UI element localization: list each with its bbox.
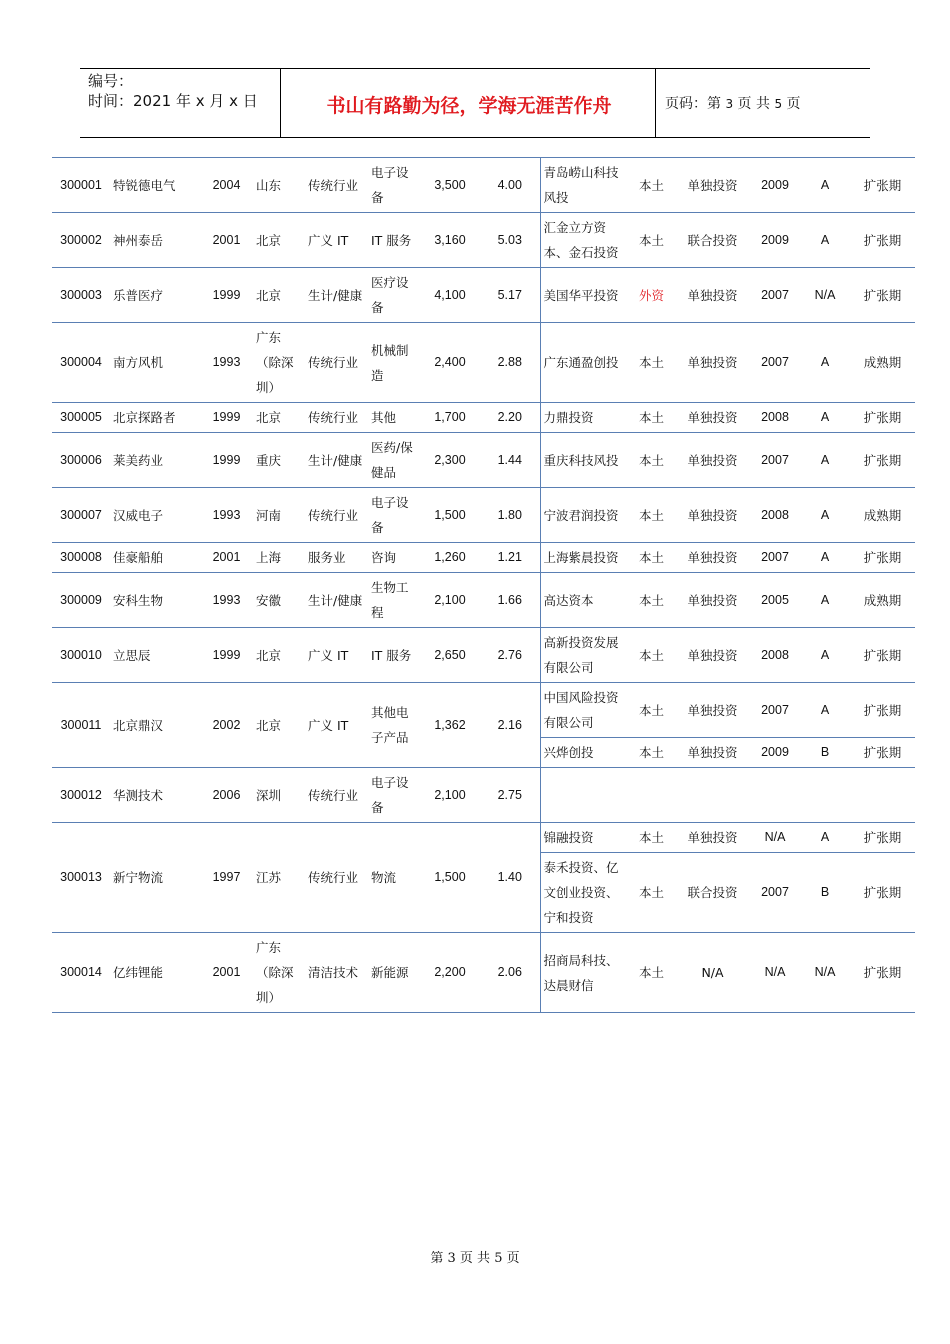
region-cell: 山东 — [253, 158, 305, 213]
ratio-cell: 2.76 — [480, 628, 540, 683]
investor-cell: 锦融投资 — [540, 823, 628, 853]
investment-year-cell: 2008 — [750, 628, 800, 683]
investor-type-cell: 本土 — [628, 213, 675, 268]
subsector-cell: IT 服务 — [368, 628, 420, 683]
investment-mode-cell: 单独投资 — [675, 573, 750, 628]
investor-type-cell: 本土 — [628, 738, 675, 768]
region-cell: 上海 — [253, 543, 305, 573]
header-divider — [280, 69, 281, 137]
grade-cell: A — [800, 683, 850, 738]
grade-cell: A — [800, 213, 850, 268]
investor-type-cell: 本土 — [628, 158, 675, 213]
investor-cell: 汇金立方资本、金石投资 — [540, 213, 628, 268]
stage-cell: 扩张期 — [850, 853, 915, 933]
ratio-cell: 1.40 — [480, 823, 540, 933]
investment-table — [52, 157, 915, 1013]
footer-prefix: 第 — [430, 1251, 444, 1266]
sector-cell: 传统行业 — [305, 823, 368, 933]
founded-year-cell: 1993 — [200, 488, 253, 543]
amount-cell: 2,100 — [420, 768, 480, 823]
founded-year-cell: 1999 — [200, 268, 253, 323]
investor-type-cell: 本土 — [628, 323, 675, 403]
amount-cell: 2,100 — [420, 573, 480, 628]
header-number-label: 编号： — [88, 72, 134, 90]
header-motto: 书山有路勤为径，学海无涯苦作舟 — [326, 95, 612, 117]
header-page-prefix: 页码：第 — [665, 96, 721, 112]
stock-code-cell: 300008 — [52, 543, 110, 573]
investor-cell: 中国风险投资有限公司 — [540, 683, 628, 738]
grade-cell: N/A — [800, 933, 850, 1013]
investment-mode-cell: 单独投资 — [675, 488, 750, 543]
amount-cell: 1,260 — [420, 543, 480, 573]
subsector-cell: 医疗设备 — [368, 268, 420, 323]
grade-cell: A — [800, 543, 850, 573]
investment-year-cell: 2005 — [750, 573, 800, 628]
investment-mode-cell: 单独投资 — [675, 403, 750, 433]
investment-year-cell: 2009 — [750, 158, 800, 213]
table-row — [52, 488, 915, 543]
company-name-cell: 华测技术 — [110, 768, 200, 823]
stock-code-cell: 300003 — [52, 268, 110, 323]
region-cell: 广东（除深圳） — [253, 933, 305, 1013]
amount-cell: 3,500 — [420, 158, 480, 213]
sector-cell: 生计/健康 — [305, 433, 368, 488]
table-row — [52, 768, 915, 823]
investor-type-cell: 本土 — [628, 823, 675, 853]
region-cell: 北京 — [253, 213, 305, 268]
region-cell: 重庆 — [253, 433, 305, 488]
stock-code-cell: 300007 — [52, 488, 110, 543]
investment-year-cell: 2007 — [750, 433, 800, 488]
sector-cell: 广义 IT — [305, 683, 368, 768]
company-name-cell: 安科生物 — [110, 573, 200, 628]
table-row — [52, 683, 915, 738]
region-cell: 江苏 — [253, 823, 305, 933]
table-row — [52, 213, 915, 268]
investor-type-cell: 本土 — [628, 933, 675, 1013]
table-row — [52, 433, 915, 488]
region-cell: 北京 — [253, 683, 305, 768]
company-name-cell: 新宁物流 — [110, 823, 200, 933]
stage-cell: 扩张期 — [850, 738, 915, 768]
founded-year-cell: 1999 — [200, 628, 253, 683]
grade-cell: A — [800, 488, 850, 543]
investor-type-cell: 本土 — [628, 488, 675, 543]
investment-mode-cell: 单独投资 — [675, 823, 750, 853]
subsector-cell: 医药/保健品 — [368, 433, 420, 488]
founded-year-cell: 1997 — [200, 823, 253, 933]
table-row — [52, 628, 915, 683]
region-cell: 深圳 — [253, 768, 305, 823]
stock-code-cell: 300012 — [52, 768, 110, 823]
ratio-cell: 2.06 — [480, 933, 540, 1013]
sector-cell: 传统行业 — [305, 403, 368, 433]
investor-cell: 广东通盈创投 — [540, 323, 628, 403]
grade-cell: A — [800, 573, 850, 628]
investment-year-cell — [750, 768, 800, 823]
amount-cell: 1,500 — [420, 823, 480, 933]
stage-cell: 扩张期 — [850, 543, 915, 573]
investor-cell: 宁波君润投资 — [540, 488, 628, 543]
grade-cell: A — [800, 628, 850, 683]
investor-cell: 高达资本 — [540, 573, 628, 628]
founded-year-cell: 2001 — [200, 543, 253, 573]
investment-year-cell: 2007 — [750, 543, 800, 573]
subsector-cell: IT 服务 — [368, 213, 420, 268]
company-name-cell: 汉威电子 — [110, 488, 200, 543]
investment-mode-cell: 单独投资 — [675, 683, 750, 738]
page-footer — [0, 1247, 950, 1266]
company-name-cell: 莱美药业 — [110, 433, 200, 488]
table-row — [52, 323, 915, 403]
sector-cell: 广义 IT — [305, 628, 368, 683]
grade-cell — [800, 768, 850, 823]
region-cell: 北京 — [253, 403, 305, 433]
investor-type-cell: 本土 — [628, 853, 675, 933]
company-name-cell: 佳豪船舶 — [110, 543, 200, 573]
stage-cell: 扩张期 — [850, 433, 915, 488]
footer-page-total: 5 — [494, 1251, 503, 1266]
founded-year-cell: 2002 — [200, 683, 253, 768]
ratio-cell: 5.17 — [480, 268, 540, 323]
stage-cell: 成熟期 — [850, 488, 915, 543]
ratio-cell: 4.00 — [480, 158, 540, 213]
founded-year-cell: 2004 — [200, 158, 253, 213]
header-date-label: 时间：2021 年 x 月 x 日 — [88, 92, 258, 110]
founded-year-cell: 2001 — [200, 933, 253, 1013]
table-row — [52, 268, 915, 323]
investment-mode-cell: 联合投资 — [675, 853, 750, 933]
stock-code-cell: 300004 — [52, 323, 110, 403]
stock-code-cell: 300001 — [52, 158, 110, 213]
sector-cell: 传统行业 — [305, 488, 368, 543]
subsector-cell: 机械制造 — [368, 323, 420, 403]
investment-mode-cell: 单独投资 — [675, 323, 750, 403]
founded-year-cell: 1993 — [200, 323, 253, 403]
company-name-cell: 北京鼎汉 — [110, 683, 200, 768]
investor-type-cell: 本土 — [628, 628, 675, 683]
stage-cell: 成熟期 — [850, 323, 915, 403]
company-name-cell: 北京探路者 — [110, 403, 200, 433]
table-row — [52, 823, 915, 853]
investment-mode-cell: 单独投资 — [675, 433, 750, 488]
investment-year-cell: 2009 — [750, 213, 800, 268]
investor-type-cell: 本土 — [628, 573, 675, 628]
footer-page-current: 3 — [447, 1251, 456, 1266]
region-cell: 广东（除深圳） — [253, 323, 305, 403]
stock-code-cell: 300014 — [52, 933, 110, 1013]
stock-code-cell: 300002 — [52, 213, 110, 268]
company-name-cell: 南方风机 — [110, 323, 200, 403]
stock-code-cell: 300006 — [52, 433, 110, 488]
table-row — [52, 573, 915, 628]
ratio-cell: 1.66 — [480, 573, 540, 628]
sector-cell: 清洁技术 — [305, 933, 368, 1013]
investment-mode-cell: 单独投资 — [675, 628, 750, 683]
investor-cell: 招商局科技、达晨财信 — [540, 933, 628, 1013]
stock-code-cell: 300005 — [52, 403, 110, 433]
subsector-cell: 物流 — [368, 823, 420, 933]
amount-cell: 2,300 — [420, 433, 480, 488]
investment-year-cell: 2007 — [750, 853, 800, 933]
founded-year-cell: 2001 — [200, 213, 253, 268]
amount-cell: 2,650 — [420, 628, 480, 683]
investor-type-cell: 本土 — [628, 683, 675, 738]
stock-code-cell: 300011 — [52, 683, 110, 768]
company-name-cell: 乐普医疗 — [110, 268, 200, 323]
amount-cell: 3,160 — [420, 213, 480, 268]
investment-year-cell: 2007 — [750, 683, 800, 738]
region-cell: 河南 — [253, 488, 305, 543]
investment-mode-cell: N/A — [675, 933, 750, 1013]
sector-cell: 广义 IT — [305, 213, 368, 268]
stock-code-cell: 300010 — [52, 628, 110, 683]
stage-cell: 成熟期 — [850, 573, 915, 628]
header-page-total: 5 — [774, 97, 783, 111]
investor-cell: 泰禾投资、亿文创业投资、宁和投资 — [540, 853, 628, 933]
amount-cell: 2,200 — [420, 933, 480, 1013]
company-name-cell: 立思辰 — [110, 628, 200, 683]
founded-year-cell: 2006 — [200, 768, 253, 823]
stage-cell: 扩张期 — [850, 933, 915, 1013]
stage-cell: 扩张期 — [850, 268, 915, 323]
investor-cell: 兴烨创投 — [540, 738, 628, 768]
investment-year-cell: 2008 — [750, 488, 800, 543]
region-cell: 北京 — [253, 268, 305, 323]
subsector-cell: 生物工程 — [368, 573, 420, 628]
sector-cell: 生计/健康 — [305, 268, 368, 323]
amount-cell: 1,500 — [420, 488, 480, 543]
footer-mid: 页 共 — [459, 1251, 491, 1266]
grade-cell: B — [800, 738, 850, 768]
table-row — [52, 403, 915, 433]
investor-cell: 力鼎投资 — [540, 403, 628, 433]
investment-year-cell: N/A — [750, 823, 800, 853]
subsector-cell: 其他电子产品 — [368, 683, 420, 768]
page-header — [80, 68, 870, 138]
subsector-cell: 新能源 — [368, 933, 420, 1013]
sector-cell: 服务业 — [305, 543, 368, 573]
investor-type-cell: 本土 — [628, 433, 675, 488]
amount-cell: 1,700 — [420, 403, 480, 433]
amount-cell: 1,362 — [420, 683, 480, 768]
ratio-cell: 1.21 — [480, 543, 540, 573]
grade-cell: A — [800, 433, 850, 488]
subsector-cell: 咨询 — [368, 543, 420, 573]
region-cell: 北京 — [253, 628, 305, 683]
investor-type-cell — [628, 768, 675, 823]
stage-cell: 扩张期 — [850, 628, 915, 683]
investment-mode-cell: 单独投资 — [675, 268, 750, 323]
subsector-cell: 其他 — [368, 403, 420, 433]
grade-cell: A — [800, 823, 850, 853]
investment-mode-cell: 联合投资 — [675, 213, 750, 268]
ratio-cell: 2.88 — [480, 323, 540, 403]
header-page-suffix: 页 — [786, 96, 801, 112]
investment-year-cell: 2008 — [750, 403, 800, 433]
ratio-cell: 5.03 — [480, 213, 540, 268]
subsector-cell: 电子设备 — [368, 768, 420, 823]
ratio-cell: 2.16 — [480, 683, 540, 768]
table-row — [52, 933, 915, 1013]
grade-cell: A — [800, 323, 850, 403]
stage-cell: 扩张期 — [850, 823, 915, 853]
stock-code-cell: 300013 — [52, 823, 110, 933]
founded-year-cell: 1999 — [200, 403, 253, 433]
investor-cell: 重庆科技风投 — [540, 433, 628, 488]
stage-cell: 扩张期 — [850, 158, 915, 213]
header-page-mid: 页 共 — [737, 96, 770, 112]
sector-cell: 传统行业 — [305, 768, 368, 823]
grade-cell: A — [800, 158, 850, 213]
stage-cell: 扩张期 — [850, 213, 915, 268]
grade-cell: A — [800, 403, 850, 433]
investment-mode-cell: 单独投资 — [675, 158, 750, 213]
investor-cell: 美国华平投资 — [540, 268, 628, 323]
stage-cell: 扩张期 — [850, 683, 915, 738]
subsector-cell: 电子设备 — [368, 158, 420, 213]
investment-mode-cell: 单独投资 — [675, 543, 750, 573]
company-name-cell: 神州泰岳 — [110, 213, 200, 268]
investment-year-cell: N/A — [750, 933, 800, 1013]
header-divider — [655, 69, 656, 137]
grade-cell: B — [800, 853, 850, 933]
company-name-cell: 特锐德电气 — [110, 158, 200, 213]
stage-cell — [850, 768, 915, 823]
investor-cell: 高新投资发展有限公司 — [540, 628, 628, 683]
ratio-cell: 1.44 — [480, 433, 540, 488]
table-row — [52, 158, 915, 213]
region-cell: 安徽 — [253, 573, 305, 628]
ratio-cell: 2.75 — [480, 768, 540, 823]
investment-year-cell: 2007 — [750, 323, 800, 403]
investor-type-cell: 本土 — [628, 543, 675, 573]
investment-mode-cell — [675, 768, 750, 823]
footer-suffix: 页 — [506, 1251, 520, 1266]
stage-cell: 扩张期 — [850, 403, 915, 433]
investor-type-cell: 外资 — [628, 268, 675, 323]
table-body — [52, 158, 915, 1013]
amount-cell: 4,100 — [420, 268, 480, 323]
subsector-cell: 电子设备 — [368, 488, 420, 543]
sector-cell: 传统行业 — [305, 158, 368, 213]
sector-cell: 传统行业 — [305, 323, 368, 403]
grade-cell: N/A — [800, 268, 850, 323]
header-page-number — [665, 93, 801, 113]
investor-type-cell: 本土 — [628, 403, 675, 433]
investment-mode-cell: 单独投资 — [675, 738, 750, 768]
ratio-cell: 2.20 — [480, 403, 540, 433]
founded-year-cell: 1999 — [200, 433, 253, 488]
header-meta — [88, 71, 258, 111]
founded-year-cell: 1993 — [200, 573, 253, 628]
investor-cell — [540, 768, 628, 823]
ratio-cell: 1.80 — [480, 488, 540, 543]
header-page-current: 3 — [725, 97, 734, 111]
table-row — [52, 543, 915, 573]
stock-code-cell: 300009 — [52, 573, 110, 628]
investment-year-cell: 2009 — [750, 738, 800, 768]
sector-cell: 生计/健康 — [305, 573, 368, 628]
investment-year-cell: 2007 — [750, 268, 800, 323]
investor-cell: 青岛崂山科技风投 — [540, 158, 628, 213]
amount-cell: 2,400 — [420, 323, 480, 403]
company-name-cell: 亿纬锂能 — [110, 933, 200, 1013]
investor-cell: 上海紫晨投资 — [540, 543, 628, 573]
